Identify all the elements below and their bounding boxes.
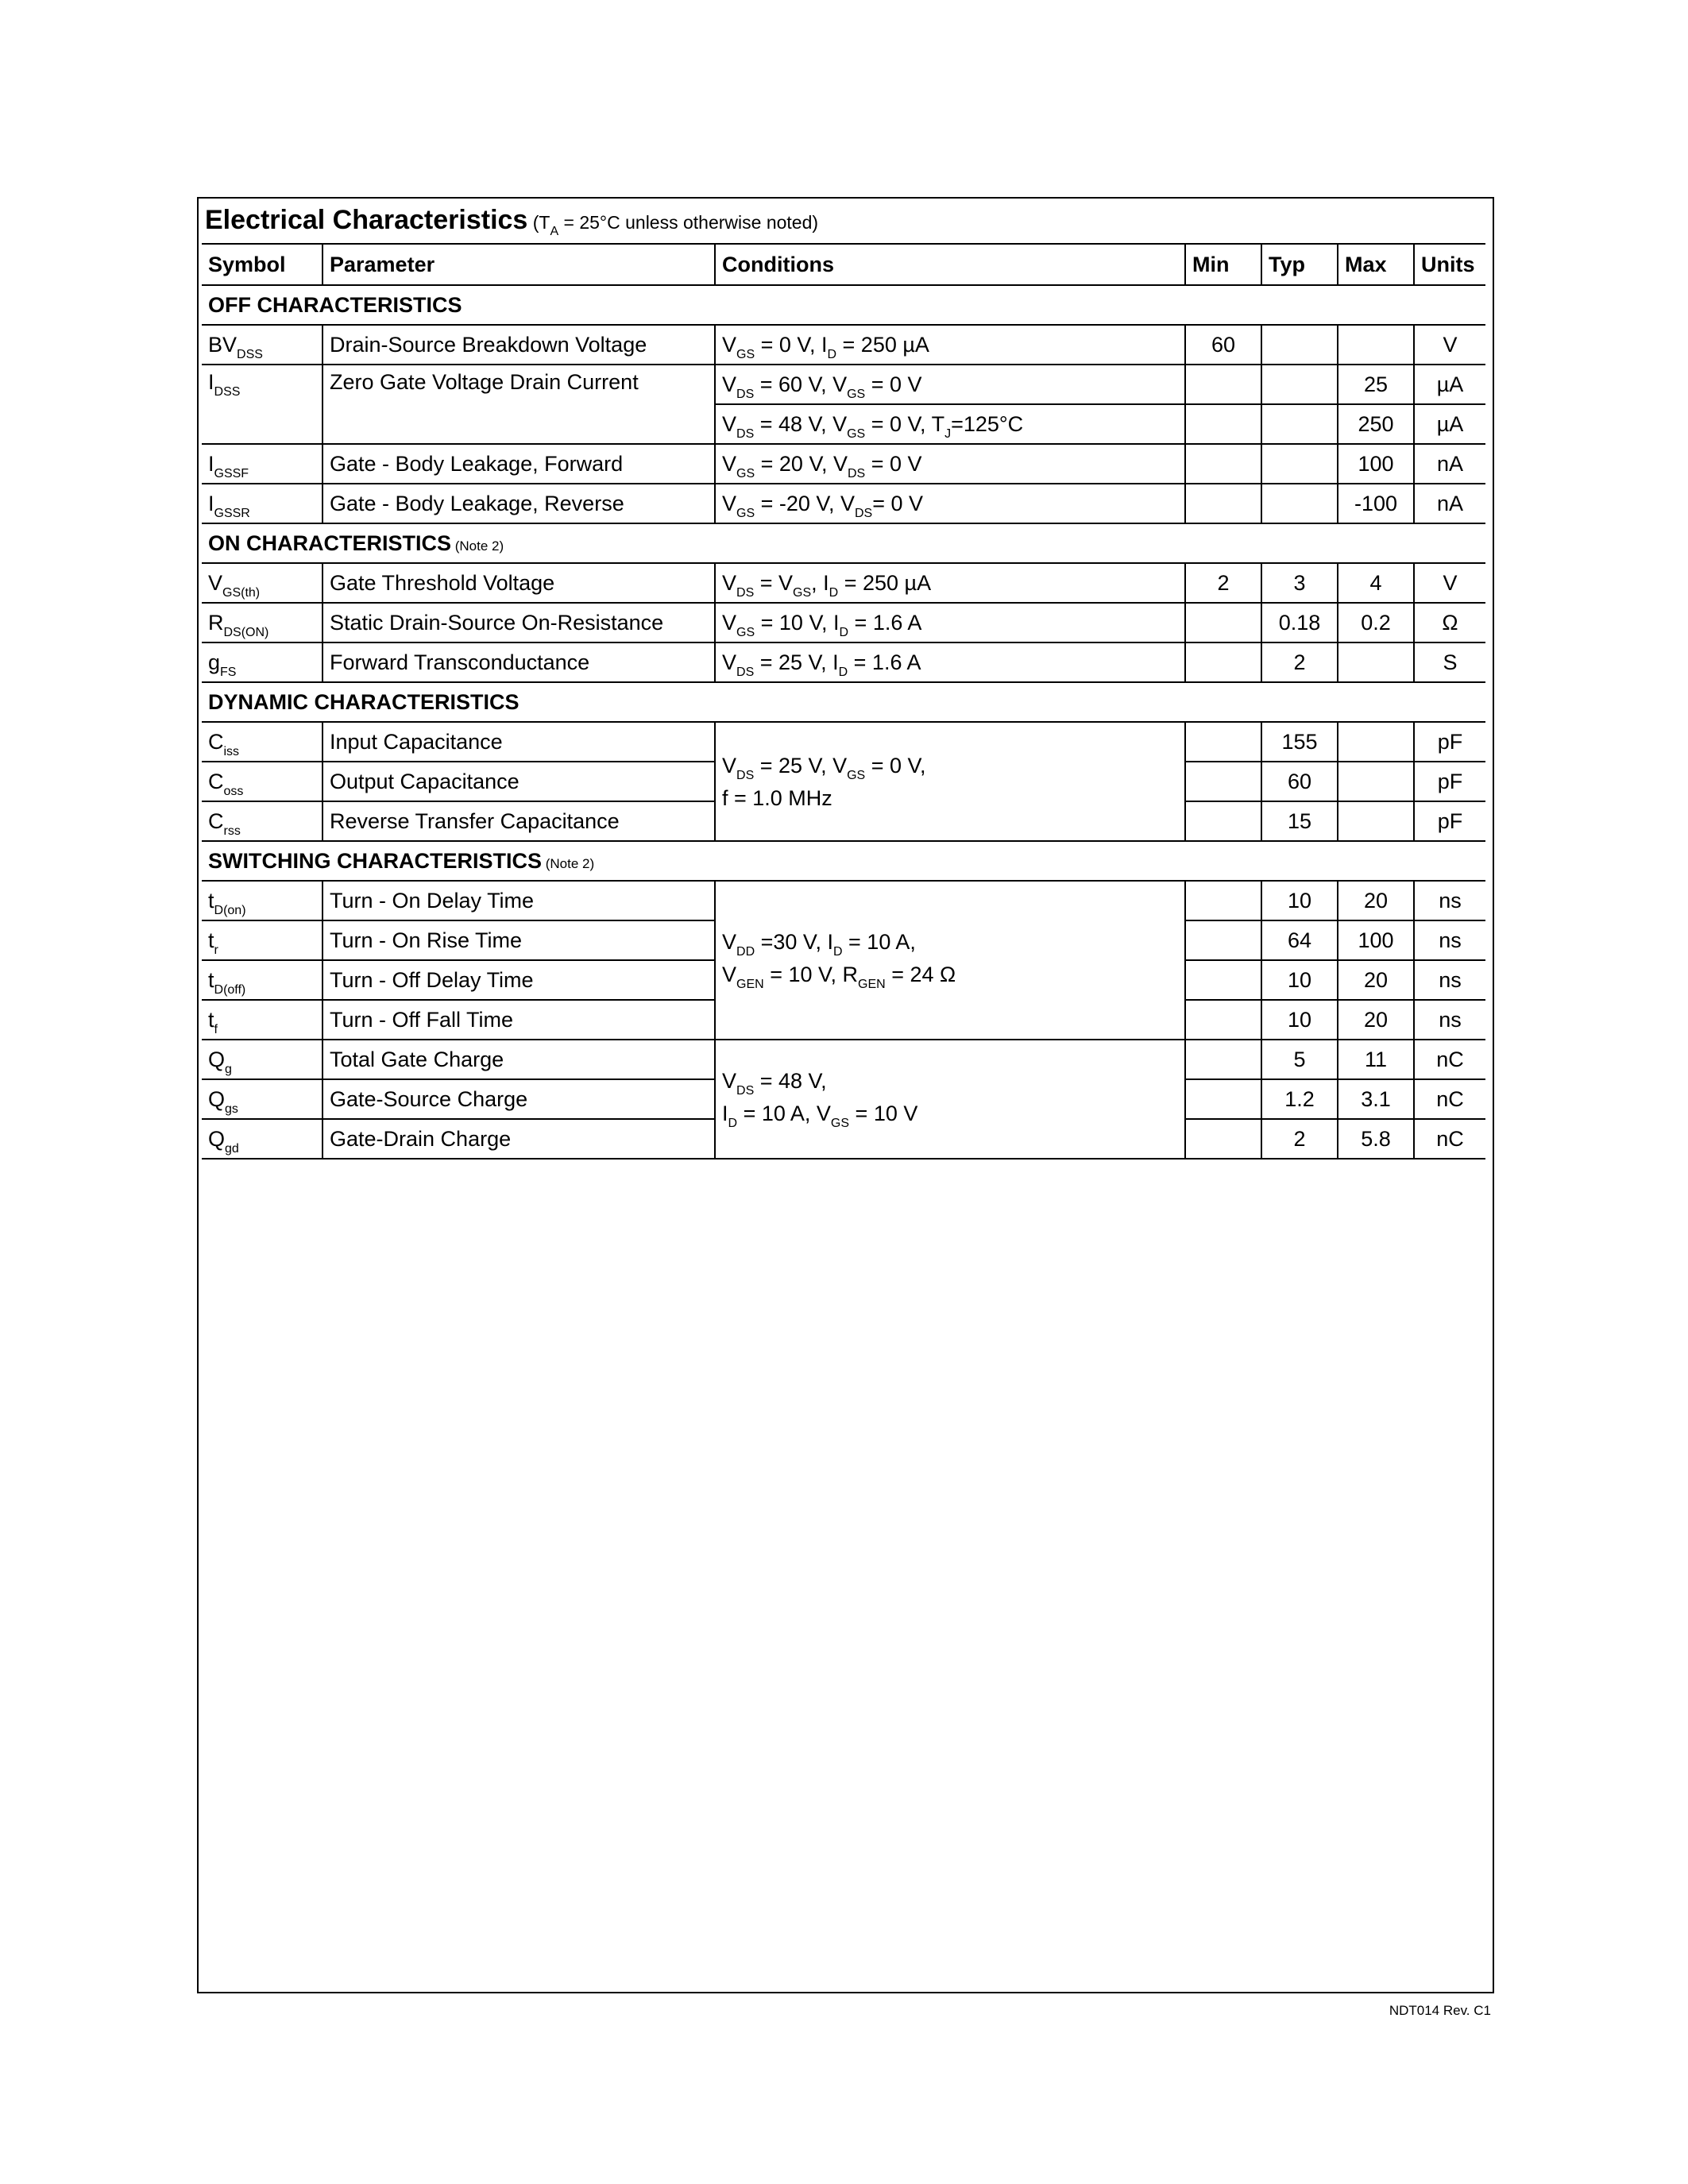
table-row: $I_{GSSF}$ Gate - Body Leakage, Forward $V_{GS} = 20$ V, $V_{DS} = 0$ V 100 nA	[202, 444, 1485, 484]
header-typ: Typ	[1261, 244, 1338, 285]
section-dynamic: DYNAMIC CHARACTERISTICS	[202, 682, 1485, 722]
title-note: ($T_A = 25^\circ C$ unless otherwise noted)	[527, 212, 819, 238]
table-row: $V_{GS(th)}$ Gate Threshold Voltage $V_{DS} = V_{GS}$, $I_D = 250$ µA 2 3 4 V	[202, 563, 1485, 603]
table-row: $C_{oss}$ Output Capacitance 60 pF	[202, 762, 1485, 801]
electrical-characteristics-table	[202, 243, 1485, 1160]
header-conditions: Conditions	[715, 244, 1185, 285]
table-row: $I_{DSS}$ Zero Gate Voltage Drain Current $V_{DS} = 60$ V, $V_{GS} = 0$ V 25 µA	[202, 365, 1485, 404]
page-title	[205, 205, 818, 243]
section-off: OFF CHARACTERISTICS	[202, 285, 1485, 325]
table-row: $C_{rss}$ Reverse Transfer Capacitance 15 pF	[202, 801, 1485, 841]
table-row: $t_f$ Turn - Off Fall Time 10 20 ns	[202, 1000, 1485, 1040]
header-max: Max	[1338, 244, 1414, 285]
header-symbol: Symbol	[202, 244, 323, 285]
table-row: $I_{GSSR}$ Gate - Body Leakage, Reverse $V_{GS} = -20$ V, $V_{DS}= 0$ V -100 nA	[202, 484, 1485, 523]
table-row: $Q_{gs}$ Gate-Source Charge 1.2 3.1 nC	[202, 1079, 1485, 1119]
table-row: $R_{DS(ON)}$ Static Drain-Source On-Resistance $V_{GS} = 10$ V, $I_D = 1.6$ A 0.18 0.2 Ω	[202, 603, 1485, 642]
header-parameter: Parameter	[323, 244, 715, 285]
table-header-row	[202, 244, 1485, 285]
table-row: $Q_{gd}$ Gate-Drain Charge 2 5.8 nC	[202, 1119, 1485, 1159]
table-row: $t_r$ Turn - On Rise Time 64 100 ns	[202, 920, 1485, 960]
header-min: Min	[1185, 244, 1261, 285]
table-row: $BV_{DSS}$ Drain-Source Breakdown Voltage $V_{GS} = 0$ V, $I_D = 250$ µA 60 V	[202, 325, 1485, 365]
table-row: $V_{DS} = 48$ V, $V_{GS} = 0$ V, $T_J=125^\circ C$ 250 µA	[202, 404, 1485, 444]
header-units: Units	[1414, 244, 1485, 285]
section-switching: SWITCHING CHARACTERISTICS (Note 2)	[202, 841, 1485, 881]
table-row: $C_{iss}$ Input Capacitance $V_{DS} = 25$ V, $V_{GS} = 0$ V, f = 1.0 MHz 155 pF	[202, 722, 1485, 762]
table-row: $t_{D(off)}$ Turn - Off Delay Time 10 20 ns	[202, 960, 1485, 1000]
table-row: $g_{FS}$ Forward Transconductance $V_{DS} = 25$ V, $I_D = 1.6$ A 2 S	[202, 642, 1485, 682]
title-main: Electrical Characteristics	[205, 205, 528, 235]
section-on: ON CHARACTERISTICS (Note 2)	[202, 523, 1485, 563]
document-revision: NDT014 Rev. C1	[1389, 2003, 1491, 2018]
table-row: $t_{D(on)}$ Turn - On Delay Time $V_{DD} =30$ V, $I_D = 10$ A, $V_{GEN} = 10$ V, $R_{GEN} = 24$ Ω 10 20 ns	[202, 881, 1485, 920]
table-row: $Q_g$ Total Gate Charge $V_{DS} = 48$ V, $I_D = 10$ A, $V_{GS} = 10$ V 5 11 nC	[202, 1040, 1485, 1079]
